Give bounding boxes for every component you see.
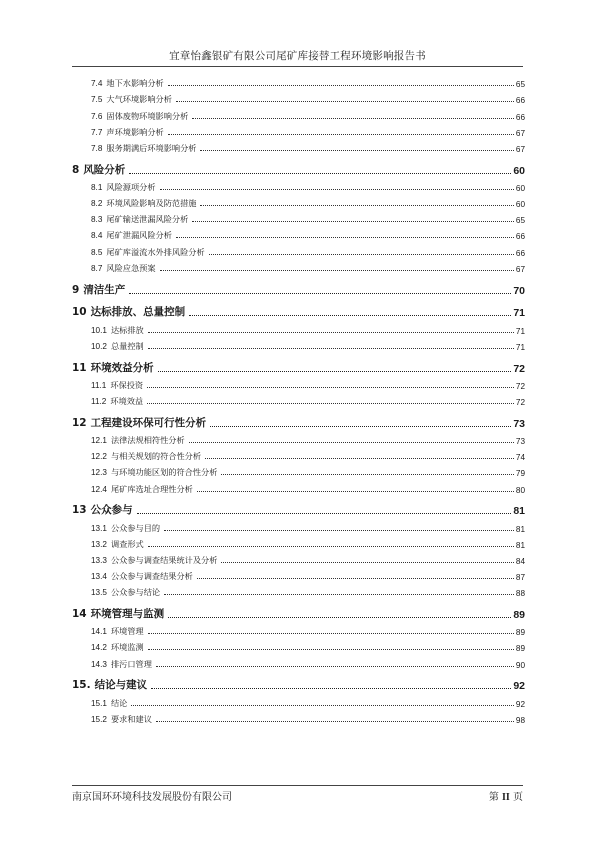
toc-entry-page: 65 bbox=[515, 216, 525, 226]
toc-dot-leader bbox=[200, 150, 513, 151]
toc-entry-label bbox=[91, 143, 196, 154]
toc-dot-leader bbox=[176, 237, 514, 238]
toc-entry-label bbox=[91, 698, 127, 709]
toc-section-entry[interactable] bbox=[72, 692, 525, 708]
toc-entry-title: 与环境功能区划的符合性分析 bbox=[110, 467, 218, 478]
toc-entry-label bbox=[91, 539, 144, 550]
toc-entry-label bbox=[91, 198, 196, 209]
toc-entry-number: 11.2 bbox=[91, 397, 107, 406]
toc-entry-page: 60 bbox=[515, 200, 525, 210]
toc-chapter-entry[interactable] bbox=[72, 495, 525, 518]
toc-entry-page: 67 bbox=[515, 128, 525, 138]
toc-section-entry[interactable] bbox=[72, 89, 525, 105]
toc-entry-page: 84 bbox=[515, 556, 525, 566]
toc-section-entry[interactable] bbox=[72, 177, 525, 193]
toc-entry-number: 11 bbox=[72, 361, 87, 374]
toc-entry-label bbox=[91, 263, 156, 274]
toc-dot-leader bbox=[160, 189, 514, 190]
toc-section-entry[interactable] bbox=[72, 709, 525, 725]
toc-entry-page: 89 bbox=[515, 644, 525, 654]
toc-entry-label bbox=[72, 304, 185, 319]
toc-entry-label bbox=[91, 626, 144, 637]
toc-entry-page: 73 bbox=[515, 436, 525, 446]
toc-entry-number: 11.1 bbox=[91, 380, 107, 390]
toc-entry-title: 公众参与结论 bbox=[110, 587, 161, 598]
toc-entry-label bbox=[72, 606, 164, 621]
toc-entry-page: 67 bbox=[515, 144, 525, 154]
toc-dot-leader bbox=[189, 442, 514, 443]
toc-entry-title: 风险应急预案 bbox=[106, 262, 156, 273]
toc-dot-leader bbox=[168, 134, 514, 135]
toc-section-entry[interactable] bbox=[72, 73, 525, 89]
toc-dot-leader bbox=[129, 293, 511, 294]
toc-entry-label bbox=[72, 677, 147, 692]
toc-entry-label bbox=[91, 396, 143, 407]
toc-entry-title: 总量控制 bbox=[110, 340, 144, 351]
toc-entry-label bbox=[91, 659, 152, 670]
toc-entry-title: 固体废物环境影响分析 bbox=[106, 110, 189, 121]
toc-entry-number: 8.1 bbox=[91, 182, 103, 192]
toc-entry-title: 工程建设环保可行性分析 bbox=[90, 416, 207, 429]
toc-entry-title: 排污口管理 bbox=[110, 658, 152, 669]
toc-entry-page: 72 bbox=[515, 398, 525, 407]
toc-entry-title: 环境风险影响及防范措施 bbox=[106, 198, 197, 209]
toc-entry-page: 71 bbox=[515, 326, 525, 336]
toc-entry-page: 70 bbox=[513, 284, 525, 297]
toc-entry-label bbox=[91, 94, 172, 105]
toc-chapter-entry[interactable] bbox=[72, 670, 525, 693]
toc-entry-number: 9 bbox=[72, 283, 80, 296]
toc-entry-label bbox=[91, 714, 152, 725]
toc-dot-leader bbox=[200, 205, 513, 206]
toc-entry-title: 公众参与调查结果统计及分析 bbox=[110, 554, 218, 565]
toc-dot-leader bbox=[160, 270, 514, 271]
toc-entry-page: 92 bbox=[513, 680, 525, 693]
toc-dot-leader bbox=[151, 688, 511, 689]
toc-entry-title: 环保投资 bbox=[110, 379, 144, 390]
toc-entry-number: 10.2 bbox=[91, 341, 107, 351]
toc-entry-title: 尾矿泄漏风险分析 bbox=[106, 230, 172, 241]
toc-entry-page: 81 bbox=[515, 540, 525, 550]
toc-entry-title: 尾矿输送泄漏风险分析 bbox=[106, 214, 189, 225]
toc-chapter-entry[interactable] bbox=[72, 297, 525, 320]
toc-dot-leader bbox=[137, 513, 512, 514]
toc-entry-label bbox=[91, 247, 205, 258]
toc-dot-leader bbox=[164, 594, 514, 595]
toc-entry-label bbox=[91, 325, 144, 336]
toc-entry-number: 14.3 bbox=[91, 659, 107, 669]
toc-entry-label bbox=[72, 360, 154, 375]
toc-entry-title: 尾矿库选址合理性分析 bbox=[110, 483, 193, 494]
toc-entry-label bbox=[91, 571, 193, 582]
toc-dot-leader bbox=[168, 617, 511, 618]
toc-section-entry[interactable] bbox=[72, 138, 525, 154]
toc-entry-page: 89 bbox=[515, 628, 525, 638]
toc-dot-leader bbox=[168, 85, 514, 86]
toc-entry-label bbox=[91, 127, 164, 138]
toc-entry-title: 与相关规划的符合性分析 bbox=[110, 451, 202, 462]
toc-section-entry[interactable] bbox=[72, 336, 525, 352]
toc-section-entry[interactable] bbox=[72, 391, 525, 407]
toc-entry-page: 60 bbox=[515, 183, 525, 193]
toc-dot-leader bbox=[192, 118, 514, 119]
toc-entry-title: 环境效益 bbox=[110, 396, 144, 406]
toc-entry-title: 大气环境影响分析 bbox=[106, 94, 172, 105]
toc-entry-number: 13.3 bbox=[91, 555, 107, 565]
toc-entry-label bbox=[91, 587, 160, 598]
toc-section-entry[interactable] bbox=[72, 319, 525, 335]
toc-entry-title: 调查形式 bbox=[110, 538, 144, 549]
toc-entry-label bbox=[91, 467, 217, 478]
toc-entry-label bbox=[72, 162, 125, 177]
toc-entry-page: 71 bbox=[513, 307, 525, 320]
page-suffix: 页 bbox=[513, 792, 523, 803]
toc-entry-label bbox=[72, 502, 133, 517]
toc-chapter-entry[interactable] bbox=[72, 274, 525, 297]
toc-entry-page: 72 bbox=[513, 362, 525, 375]
toc-entry-number: 7.4 bbox=[91, 79, 103, 89]
footer-page-number bbox=[489, 788, 523, 803]
toc-entry-label bbox=[91, 484, 193, 495]
toc-dot-leader bbox=[131, 705, 514, 706]
toc-dot-leader bbox=[148, 633, 514, 634]
toc-entry-number: 8.2 bbox=[91, 199, 103, 209]
toc-entry-label bbox=[72, 415, 206, 430]
toc-entry-label bbox=[91, 523, 160, 534]
toc-entry-page: 66 bbox=[515, 112, 525, 122]
toc-entry-number: 12.3 bbox=[91, 468, 107, 478]
toc-entry-page: 90 bbox=[515, 660, 525, 670]
toc-entry-number: 12.2 bbox=[91, 452, 107, 462]
toc-dot-leader bbox=[209, 254, 514, 255]
toc-section-entry[interactable] bbox=[72, 566, 525, 582]
toc-section-entry[interactable] bbox=[72, 653, 525, 669]
toc-section-entry[interactable] bbox=[72, 241, 525, 257]
toc-entry-title: 地下水影响分析 bbox=[106, 78, 164, 89]
toc-entry-label bbox=[91, 111, 188, 122]
toc-entry-number: 7.6 bbox=[91, 111, 103, 121]
header-divider bbox=[72, 66, 523, 67]
toc-entry-label bbox=[91, 230, 172, 241]
toc-entry-label bbox=[91, 341, 144, 352]
toc-entry-page: 73 bbox=[513, 417, 525, 430]
toc-section-entry[interactable] bbox=[72, 478, 525, 494]
toc-dot-leader bbox=[148, 348, 514, 349]
toc-dot-leader bbox=[156, 721, 514, 722]
toc-section-entry[interactable] bbox=[72, 550, 525, 566]
toc-entry-label bbox=[91, 182, 156, 193]
toc-entry-number: 12.4 bbox=[91, 484, 107, 494]
toc-entry-number: 15.2 bbox=[91, 714, 107, 724]
toc-chapter-entry[interactable] bbox=[72, 352, 525, 375]
toc-section-entry[interactable] bbox=[72, 122, 525, 138]
toc-entry-number: 8 bbox=[72, 163, 80, 176]
toc-entry-page: 72 bbox=[515, 381, 525, 391]
toc-entry-label bbox=[91, 78, 164, 89]
toc-dot-leader bbox=[197, 491, 514, 492]
toc-entry-page: 89 bbox=[513, 609, 525, 622]
toc-dot-leader bbox=[129, 173, 511, 174]
toc-entry-number: 14 bbox=[72, 608, 87, 621]
toc-dot-leader bbox=[148, 649, 514, 650]
toc-dot-leader bbox=[148, 546, 514, 547]
toc-entry-number: 8.4 bbox=[91, 231, 103, 241]
toc-dot-leader bbox=[176, 101, 514, 102]
toc-entry-page: 65 bbox=[515, 80, 525, 90]
toc-entry-number: 13 bbox=[72, 504, 87, 517]
toc-entry-page: 92 bbox=[515, 699, 525, 709]
toc-dot-leader bbox=[205, 458, 514, 459]
page-header-title: 宜章怡鑫银矿有限公司尾矿库接替工程环境影响报告书 bbox=[169, 50, 426, 62]
toc-dot-leader bbox=[197, 578, 514, 579]
toc-dot-leader bbox=[192, 221, 514, 222]
toc-entry-page: 81 bbox=[513, 505, 525, 518]
toc-entry-title: 达标排放、总量控制 bbox=[90, 306, 186, 319]
toc-dot-leader bbox=[221, 562, 514, 563]
toc-dot-leader bbox=[156, 666, 514, 667]
toc-section-entry[interactable] bbox=[72, 375, 525, 391]
toc-entry-title: 风险源项分析 bbox=[106, 181, 156, 192]
toc-entry-number: 14.2 bbox=[91, 643, 107, 653]
toc-entry-title: 公众参与目的 bbox=[110, 522, 161, 533]
toc-entry-page: 79 bbox=[515, 469, 525, 479]
toc-section-entry[interactable] bbox=[72, 462, 525, 478]
toc-entry-number: 13.5 bbox=[91, 588, 107, 598]
toc-dot-leader bbox=[164, 530, 514, 531]
toc-dot-leader bbox=[148, 332, 514, 333]
toc-entry-number: 8.3 bbox=[91, 215, 103, 225]
toc-entry-title: 服务期满后环境影响分析 bbox=[106, 142, 197, 153]
toc-entry-title: 环境效益分析 bbox=[90, 361, 154, 374]
toc-entry-title: 风险分析 bbox=[83, 163, 126, 176]
toc-section-entry[interactable] bbox=[72, 446, 525, 462]
toc-section-entry[interactable] bbox=[72, 621, 525, 637]
toc-dot-leader bbox=[189, 315, 511, 316]
toc-entry-number: 7.7 bbox=[91, 127, 103, 137]
toc-entry-number: 12.1 bbox=[91, 435, 107, 445]
toc-section-entry[interactable] bbox=[72, 582, 525, 598]
toc-chapter-entry[interactable] bbox=[72, 154, 525, 177]
toc-dot-leader bbox=[147, 403, 514, 404]
toc-entry-number: 8.7 bbox=[91, 263, 103, 273]
toc-entry-label bbox=[91, 435, 185, 446]
toc-entry-number: 13.1 bbox=[91, 523, 107, 533]
toc-entry-page: 66 bbox=[515, 232, 525, 242]
toc-section-entry[interactable] bbox=[72, 105, 525, 121]
toc-entry-number: 10 bbox=[72, 306, 87, 319]
toc-entry-title: 尾矿库溢流水外排风险分析 bbox=[106, 246, 205, 257]
toc-entry-label bbox=[91, 380, 143, 391]
toc-entry-number: 7.8 bbox=[91, 143, 103, 153]
page-prefix: 第 bbox=[488, 792, 499, 803]
toc-entry-title: 声环境影响分析 bbox=[106, 126, 164, 137]
toc-entry-title: 公众参与调查结果分析 bbox=[110, 571, 193, 582]
toc-dot-leader bbox=[158, 371, 512, 372]
toc-entry-title: 达标排放 bbox=[110, 324, 144, 335]
toc-entry-title: 结论 bbox=[110, 697, 128, 708]
toc-chapter-entry[interactable] bbox=[72, 407, 525, 430]
toc-entry-title: 环境管理 bbox=[110, 626, 144, 637]
toc-entry-label bbox=[91, 451, 201, 462]
toc-section-entry[interactable] bbox=[72, 430, 525, 446]
toc-section-entry[interactable] bbox=[72, 209, 525, 225]
toc-entry-title: 公众参与 bbox=[90, 504, 133, 517]
toc-entry-number: 15.1 bbox=[91, 698, 107, 708]
footer-divider bbox=[72, 785, 523, 786]
toc-entry-number: 7.5 bbox=[91, 95, 103, 105]
toc-entry-number: 8.5 bbox=[91, 247, 103, 257]
toc-dot-leader bbox=[221, 474, 514, 475]
toc-section-entry[interactable] bbox=[72, 637, 525, 653]
toc-entry-number: 12 bbox=[72, 416, 87, 429]
toc-entry-page: 67 bbox=[515, 264, 525, 274]
toc-entry-label bbox=[91, 214, 188, 225]
toc-entry-page: 74 bbox=[515, 453, 525, 463]
toc-dot-leader bbox=[210, 426, 511, 427]
toc-entry-number: 14.1 bbox=[91, 627, 107, 637]
footer-company: 南京国环环境科技发展股份有限公司 bbox=[72, 792, 232, 803]
toc-entry-number: 13.2 bbox=[91, 539, 107, 549]
toc-entry-title: 环境管理与监测 bbox=[90, 608, 165, 621]
toc-entry-page: 66 bbox=[515, 248, 525, 258]
toc-entry-page: 66 bbox=[515, 96, 525, 106]
toc-entry-number: 10.1 bbox=[91, 325, 107, 335]
toc-entry-number: 15. bbox=[72, 679, 91, 692]
toc-entry-label bbox=[91, 555, 217, 566]
toc-entry-title: 结论与建议 bbox=[94, 679, 148, 692]
toc-section-entry[interactable] bbox=[72, 258, 525, 274]
toc-entry-label bbox=[72, 282, 125, 297]
toc-dot-leader bbox=[147, 387, 514, 388]
toc-entry-title: 清洁生产 bbox=[83, 283, 126, 296]
toc-entry-title: 环境监测 bbox=[110, 642, 144, 653]
toc-entry-page: 98 bbox=[515, 715, 525, 725]
toc-entry-number: 13.4 bbox=[91, 572, 107, 582]
toc-entry-page: 60 bbox=[513, 164, 525, 177]
toc-entry-page: 71 bbox=[515, 342, 525, 352]
toc-section-entry[interactable] bbox=[72, 193, 525, 209]
toc-chapter-entry[interactable] bbox=[72, 598, 525, 621]
toc-entry-page: 88 bbox=[515, 589, 525, 599]
toc-entry-title: 法律法规相符性分析 bbox=[110, 434, 185, 445]
page-number: II bbox=[502, 792, 510, 803]
table-of-contents bbox=[72, 73, 525, 725]
toc-entry-label bbox=[91, 642, 144, 653]
toc-section-entry[interactable] bbox=[72, 534, 525, 550]
toc-section-entry[interactable] bbox=[72, 517, 525, 533]
toc-entry-page: 81 bbox=[515, 524, 525, 534]
toc-entry-page: 80 bbox=[515, 485, 525, 495]
toc-section-entry[interactable] bbox=[72, 225, 525, 241]
toc-entry-page: 87 bbox=[515, 573, 525, 583]
toc-entry-title: 要求和建议 bbox=[110, 713, 152, 724]
